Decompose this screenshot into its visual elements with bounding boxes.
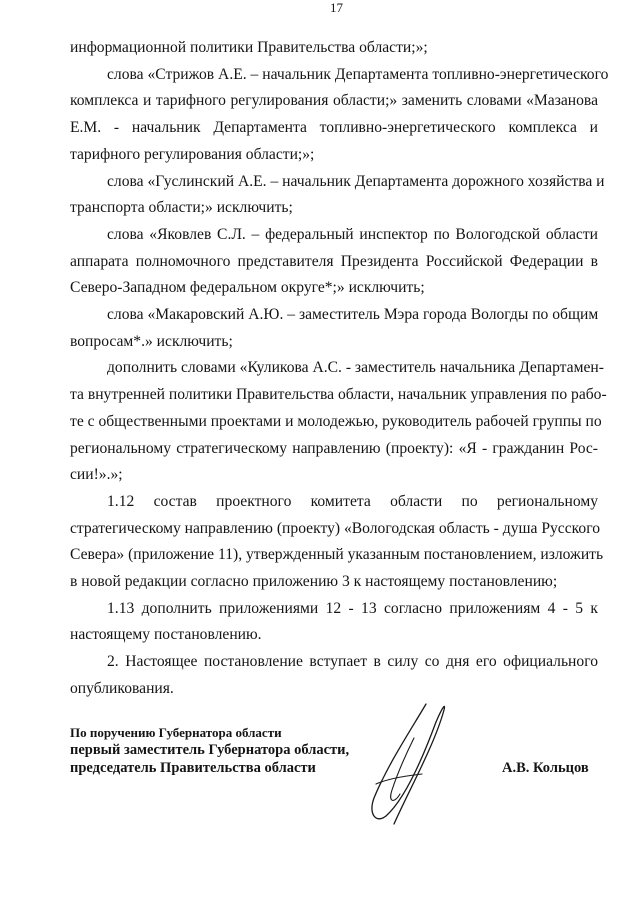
signature-block-line-2: первый заместитель Губернатора области, — [70, 742, 350, 758]
text-line: комплекса и тарифного регулирования области;» заменить словами «Мазанова — [70, 92, 598, 109]
text-line: в новой редакции согласно приложению 3 к настоящему постановлению; — [70, 573, 558, 590]
text-line: слова «Яковлев С.Л. – федеральный инспектор по Вологодской области — [107, 226, 598, 243]
text-line: вопросам*.» исключить; — [70, 333, 233, 350]
text-line: 1.13 дополнить приложениями 12 - 13 согласно приложениям 4 - 5 к — [107, 600, 598, 617]
text-line: сии!».»; — [70, 466, 123, 483]
signer-name: А.В. Кольцов — [502, 760, 589, 776]
text-line: слова «Макаровский А.Ю. – заместитель Мэра города Вологды по общим — [107, 306, 599, 323]
text-line: слова «Гуслинский А.Е. – начальник Департамента дорожного хозяйства и — [107, 173, 605, 190]
text-line: те с общественными проектами и молодежью, руководитель рабочей группы по — [70, 413, 602, 430]
text-line: 2. Настоящее постановление вступает в силу со дня его официального — [107, 653, 598, 670]
text-line: транспорта области;» исключить; — [70, 199, 293, 216]
text-line: та внутренней политики Правительства области, начальник управления по рабо- — [70, 386, 607, 403]
text-line: информационной политики Правительства области;»; — [70, 39, 428, 56]
text-line: 1.12 состав проектного комитета области по региональному — [107, 493, 598, 510]
handwritten-signature — [364, 700, 454, 830]
page-number: 17 — [330, 0, 343, 15]
text-line: слова «Стрижов А.Е. – начальник Департамента топливно-энергетического — [107, 66, 609, 83]
text-line: региональному стратегическому направлению (проекту): «Я - гражданин Рос- — [70, 440, 598, 457]
text-line: стратегическому направлению (проекту) «Вологодская область - душа Русского — [70, 520, 601, 537]
text-line: тарифного регулирования области;»; — [70, 146, 315, 163]
text-line: настоящему постановлению. — [70, 626, 262, 643]
text-line: опубликования. — [70, 680, 174, 697]
text-line: Северо-Западном федеральном округе*;» исключить; — [70, 279, 425, 296]
text-line: аппарата полномочного представителя Президента Российской Федерации в — [70, 253, 598, 270]
text-line: Е.М. - начальник Департамента топливно-энергетического комплекса и — [70, 119, 598, 136]
text-line: дополнить словами «Куликова А.С. - заместитель начальника Департамен- — [107, 359, 604, 376]
signature-block-line-3: председатель Правительства области — [70, 760, 316, 776]
text-line: Севера» (приложение 11), утвержденный указанным постановлением, изложить — [70, 546, 604, 563]
signature-block-line-1: По поручению Губернатора области — [70, 725, 282, 740]
